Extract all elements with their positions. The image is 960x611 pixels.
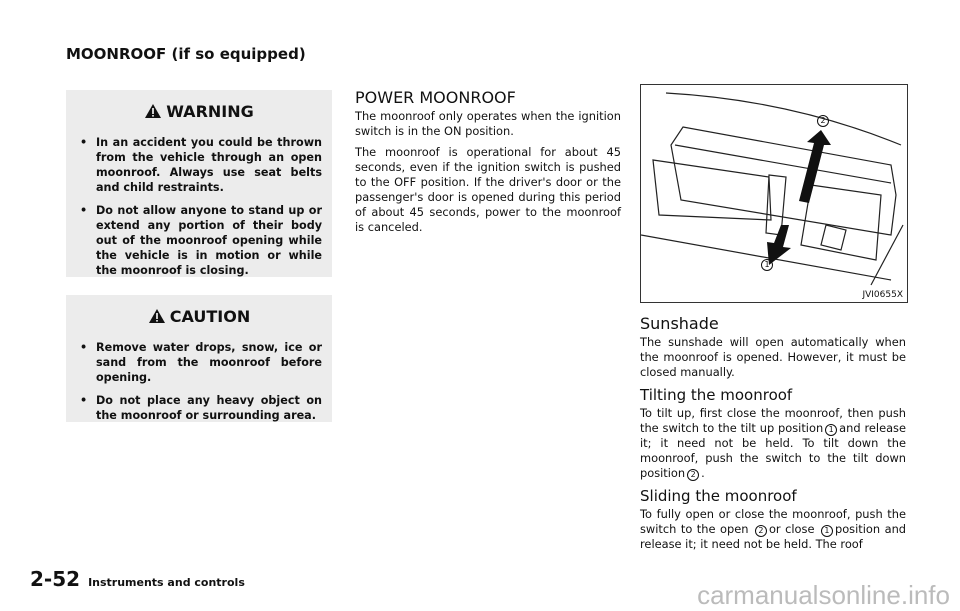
warning-icon	[144, 103, 162, 119]
right-column-text: Sunshade The sunshade will open automatically when the moonroof is opened. However, it must be closed manually. Tilting the moonroof To tilt up, first close the moonroof, then push the switch to the tilt up position 1 and release it; it need not be held. To tilt down the moonroof, push the switch to the tilt down position 2 . Sliding the moonroof To fully open or close the moonroof, push the switch to the open 2 or close 1 position and release it; it need not be held. The roof	[640, 314, 907, 551]
page-footer	[30, 567, 245, 591]
caution-item: • Remove water drops, snow, ice or sand from the moonroof before opening.	[80, 340, 322, 385]
paragraph: The moonroof is operational for about 45 seconds, even if the ignition switch is pushed to the OFF position. If the driver's door or the passenger's door is opened during this period of about 45 seconds, power to the moonroof is canceled.	[355, 145, 621, 234]
caution-icon	[148, 308, 166, 324]
paragraph: The moonroof only operates when the ignition switch is in the ON position.	[355, 109, 621, 138]
warning-item: • Do not allow anyone to stand up or extend any portion of their body out of the moonroof opening while the vehicle is in motion or while the moonroof is closing.	[80, 203, 322, 278]
paragraph: The sunshade will open automatically when the moonroof is opened. However, it must be closed manually.	[640, 335, 906, 379]
warning-item: • In an accident you could be thrown from the vehicle through an open moonroof. Always use seat belts and child restraints.	[80, 135, 322, 195]
chapter-title: Instruments and controls	[88, 576, 245, 589]
warning-box	[66, 90, 332, 277]
position-2-label: 2	[817, 115, 829, 127]
caution-box	[66, 295, 332, 422]
watermark: carmanualsonline.info	[697, 580, 950, 610]
moonroof-switch-illustration	[640, 84, 908, 303]
position-marker: 1	[825, 424, 837, 436]
position-marker: 2	[755, 525, 767, 537]
sunshade-heading: Sunshade	[640, 314, 719, 333]
power-moonroof-section	[355, 90, 621, 241]
power-moonroof-heading: POWER MOONROOF	[355, 88, 516, 107]
caution-item: • Do not place any heavy object on the moonroof or surrounding area.	[80, 393, 322, 423]
sliding-heading: Sliding the moonroof	[640, 487, 797, 505]
figure-code: JVI0655X	[862, 290, 903, 300]
warning-label: WARNING	[166, 102, 254, 121]
section-title: MOONROOF (if so equipped)	[66, 45, 306, 63]
position-marker: 2	[687, 469, 699, 481]
page-number: 2-52	[30, 567, 81, 591]
caution-label: CAUTION	[169, 307, 251, 326]
tilting-heading: Tilting the moonroof	[640, 386, 793, 404]
position-marker: 1	[821, 525, 833, 537]
position-1-label: 1	[761, 259, 773, 271]
